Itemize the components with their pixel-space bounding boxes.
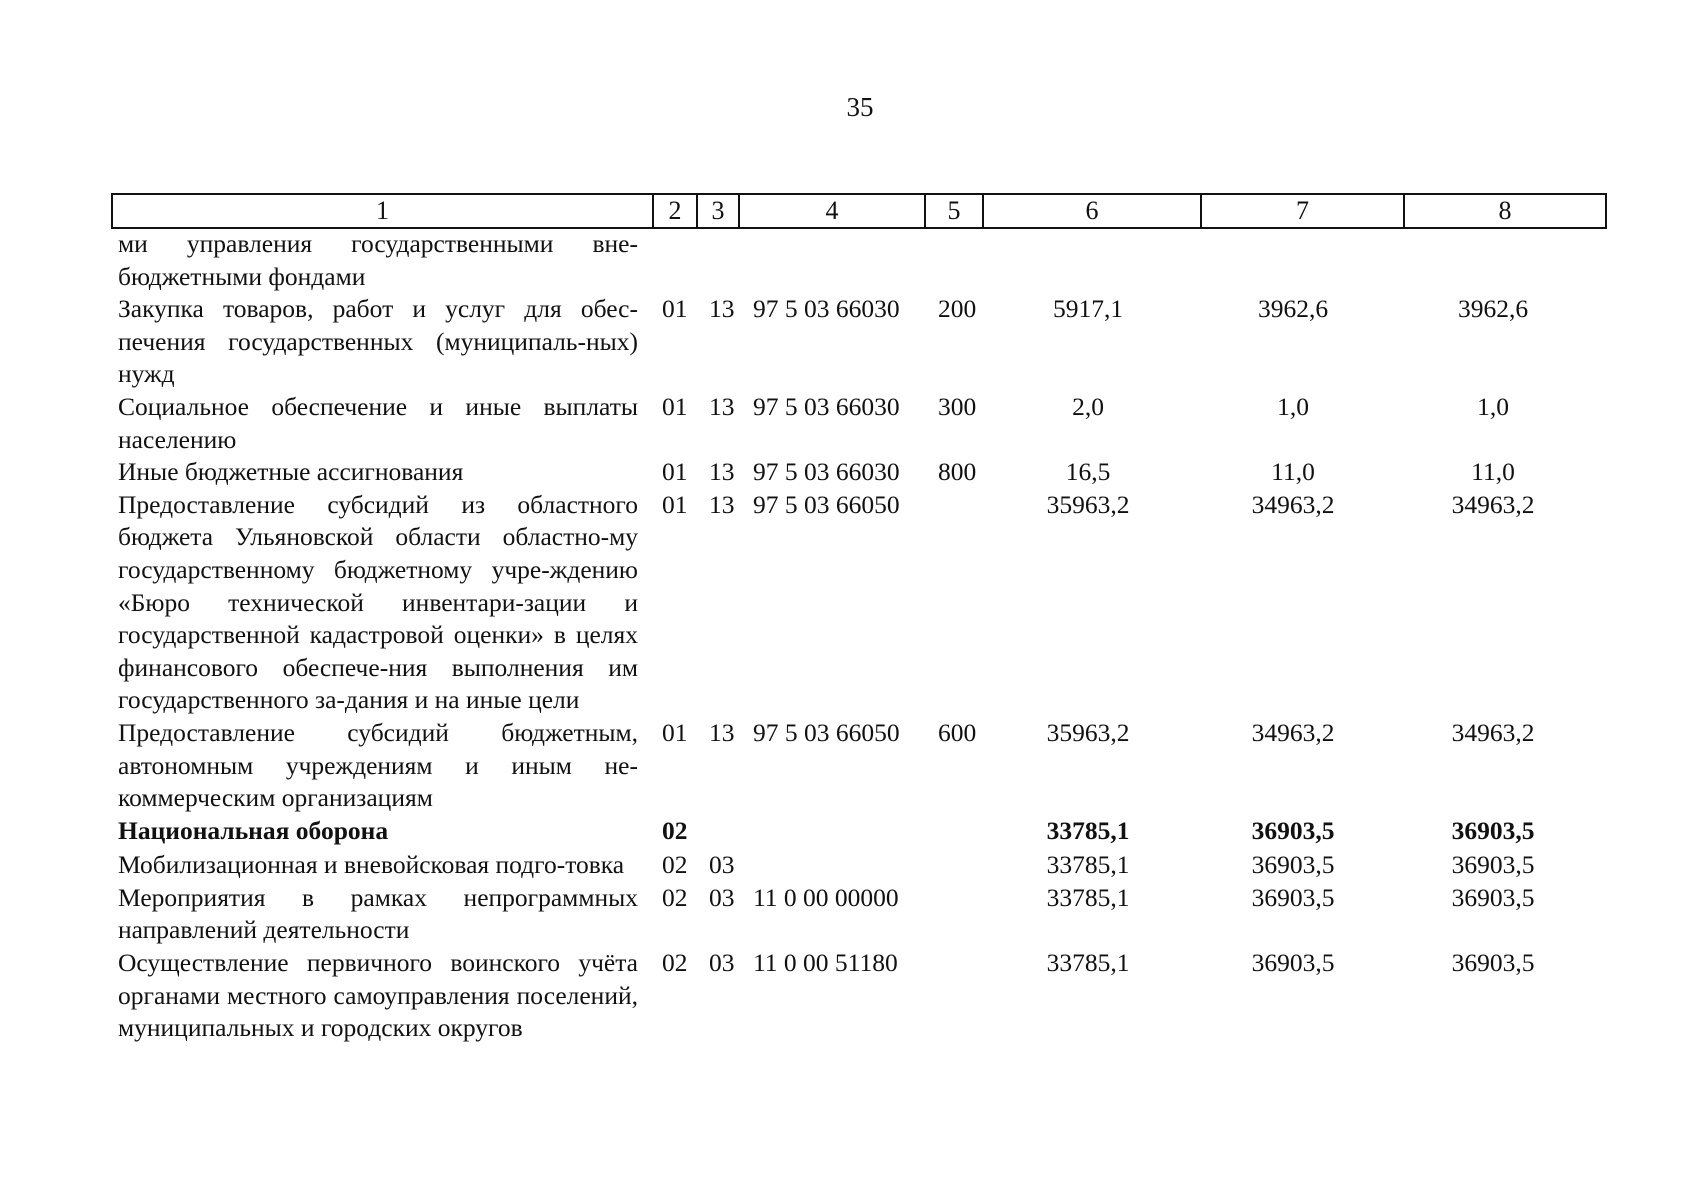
row-section: 01	[662, 489, 688, 519]
header-col-3: 3	[698, 195, 740, 227]
row-value-7: 11,0	[1271, 457, 1315, 487]
row-value-7	[1188, 228, 1398, 293]
row-subsection: 13	[709, 457, 735, 487]
row-value-7: 36903,5	[1251, 815, 1335, 845]
row-subsection: 13	[709, 391, 735, 421]
header-col-1: 1	[113, 195, 654, 227]
row-expense-type	[933, 849, 988, 882]
row-name: Предоставление субсидий из областного бюджета Ульяновской области областно-му государственному бюджетному учре-ждению «Бюро технической инвентари-зации и государственной кадастровой оценки» в целях финансового обеспече-ния выполнения им государственного за-дания и на иные цели	[118, 489, 638, 715]
table-row	[118, 882, 1608, 947]
row-value-7: 36903,5	[1251, 948, 1335, 978]
row-section	[638, 228, 707, 293]
row-section: 02	[662, 850, 688, 880]
table-row	[118, 947, 1608, 1045]
row-name: Социальное обеспечение и иные выплаты населению	[118, 391, 638, 454]
page-number: 35	[846, 92, 874, 122]
row-name: Осуществление первичного воинского учёта органами местного самоуправления поселений, муниципальных и городских округов	[118, 948, 638, 1043]
row-subsection: 03	[709, 948, 735, 978]
row-expense-type	[933, 947, 988, 1045]
row-expense-type: 300	[938, 391, 977, 421]
header-col-7: 7	[1202, 195, 1405, 227]
row-value-8: 1,0	[1477, 391, 1509, 421]
row-value-6: 35963,2	[1046, 717, 1130, 747]
row-section: 01	[662, 391, 688, 421]
row-name: ми управления государственными вне-бюджетными фондами	[118, 229, 638, 291]
table-row	[118, 228, 1608, 293]
row-value-6: 33785,1	[1046, 882, 1130, 912]
row-target-code: 97 5 03 66050	[753, 489, 900, 519]
header-col-6: 6	[984, 195, 1202, 227]
row-target-code: 97 5 03 66030	[753, 391, 900, 421]
row-expense-type: 600	[938, 717, 977, 747]
row-value-6: 33785,1	[1046, 948, 1130, 978]
row-subsection	[707, 228, 753, 293]
row-value-6	[988, 228, 1188, 293]
table-body	[118, 228, 1608, 1045]
row-name: Иные бюджетные ассигнования	[118, 457, 464, 487]
row-section: 01	[662, 457, 688, 487]
row-value-8: 34963,2	[1451, 717, 1535, 747]
row-subsection: 13	[709, 489, 735, 519]
row-target-code: 11 0 00 51180	[753, 948, 898, 978]
row-value-7: 34963,2	[1251, 717, 1335, 747]
row-expense-type	[933, 815, 988, 848]
row-name: Национальная оборона	[118, 815, 389, 845]
row-value-7: 34963,2	[1251, 489, 1335, 519]
row-value-8: 36903,5	[1451, 948, 1535, 978]
row-subsection: 03	[709, 882, 735, 912]
row-expense-type: 200	[938, 294, 977, 324]
row-section: 02	[662, 882, 688, 912]
row-subsection: 13	[709, 294, 735, 324]
row-target-code: 11 0 00 00000	[753, 882, 899, 912]
row-value-7: 36903,5	[1251, 850, 1335, 880]
row-expense-type: 800	[938, 457, 977, 487]
row-value-6: 33785,1	[1046, 850, 1130, 880]
row-name: Мобилизационная и вневойсковая подго-товка	[118, 850, 625, 880]
row-section: 02	[662, 948, 688, 978]
row-target-code: 97 5 03 66050	[753, 717, 900, 747]
row-expense-type	[933, 882, 988, 947]
row-subsection: 13	[709, 717, 735, 747]
row-value-6: 2,0	[1072, 391, 1104, 421]
row-value-7: 1,0	[1277, 391, 1309, 421]
row-name: Мероприятия в рамках непрограммных направлений деятельности	[118, 882, 638, 945]
table-row	[118, 456, 1608, 489]
table-header	[111, 193, 1607, 229]
row-value-8: 36903,5	[1451, 850, 1535, 880]
row-name: Закупка товаров, работ и услуг для обес-печения государственных (муниципаль-ных) нужд	[118, 294, 638, 389]
row-value-7: 3962,6	[1257, 294, 1329, 324]
table-row	[118, 489, 1608, 717]
row-value-8: 36903,5	[1451, 882, 1535, 912]
row-value-8	[1398, 228, 1588, 293]
row-name: Предоставление субсидий бюджетным, автономным учреждениям и иным не-коммерческим организациям	[118, 717, 638, 813]
row-section: 01	[662, 294, 688, 324]
row-subsection: 03	[709, 850, 735, 880]
table-row	[118, 849, 1608, 882]
row-target-code	[753, 228, 933, 293]
table-row	[118, 391, 1608, 456]
table-row	[118, 815, 1608, 848]
row-value-8: 34963,2	[1451, 489, 1535, 519]
row-value-6: 33785,1	[1046, 815, 1130, 845]
header-col-8: 8	[1498, 196, 1512, 225]
row-target-code: 97 5 03 66030	[753, 294, 900, 324]
row-value-8: 36903,5	[1451, 815, 1535, 845]
row-value-6: 5917,1	[1052, 294, 1124, 324]
header-col-4: 4	[740, 195, 926, 227]
row-expense-type	[933, 228, 988, 293]
header-col-5: 5	[926, 195, 984, 227]
table-row	[118, 717, 1608, 815]
row-subsection	[707, 815, 753, 848]
row-target-code	[753, 815, 933, 848]
row-value-6: 35963,2	[1046, 489, 1130, 519]
row-value-8: 11,0	[1471, 457, 1515, 487]
row-value-7: 36903,5	[1251, 882, 1335, 912]
row-section: 02	[662, 815, 688, 845]
header-col-2: 2	[654, 195, 698, 227]
row-value-6: 16,5	[1065, 457, 1111, 487]
table-row	[118, 293, 1608, 391]
row-value-8: 3962,6	[1457, 294, 1529, 324]
row-expense-type	[933, 489, 988, 717]
row-target-code	[753, 849, 933, 882]
row-target-code: 97 5 03 66030	[753, 457, 900, 487]
row-section: 01	[662, 717, 688, 747]
